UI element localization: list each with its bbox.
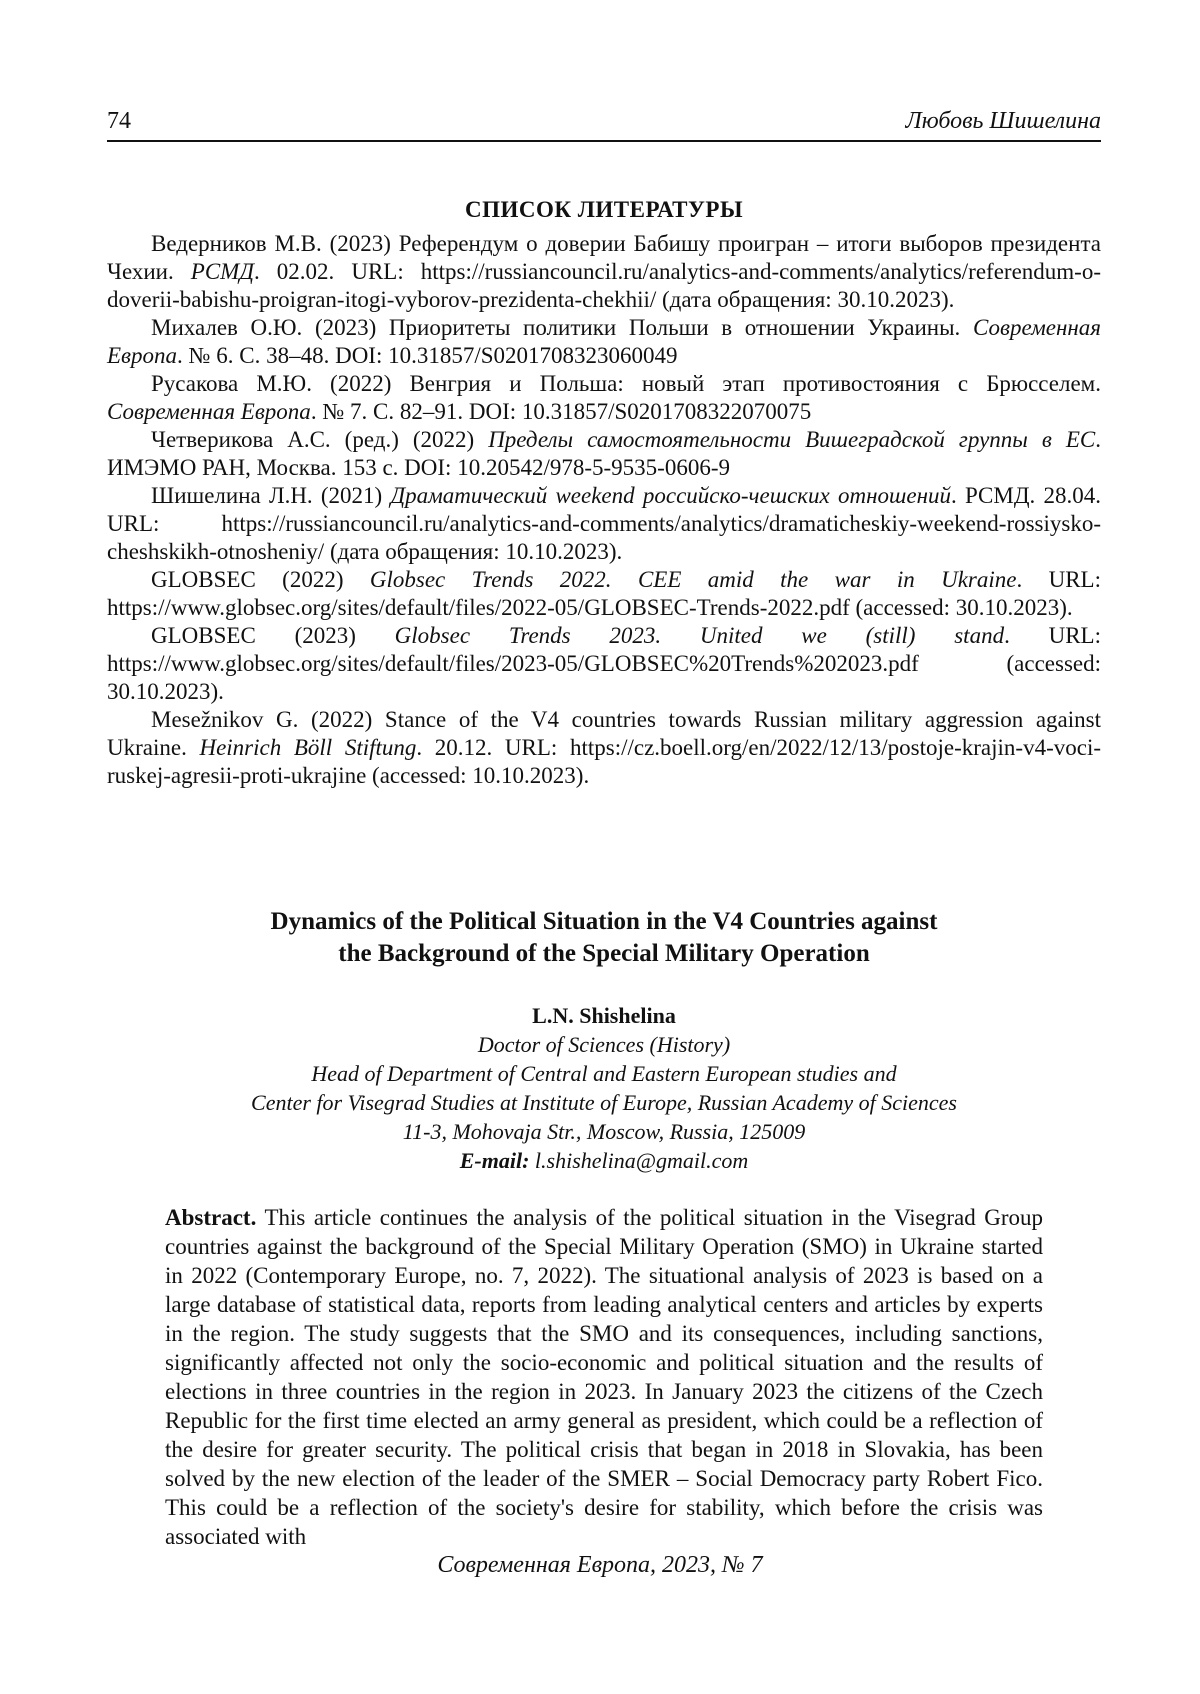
reference-details: . № 7. С. 82–91. DOI: 10.31857/S0201708322070075 (310, 399, 812, 424)
author-position: Head of Department of Central and Eastern European studies and (311, 1061, 897, 1086)
reference-text: GLOBSEC (2022) (151, 567, 370, 592)
reference-source: Пределы самостоятельности Вишеградской группы в ЕС (488, 427, 1096, 452)
abstract-label: Abstract. (165, 1205, 257, 1230)
page-footer-journal: Современная Европа, 2023, № 7 (437, 1552, 763, 1578)
reference-details: . URL: https://www.globsec.org/sites/default/files/2023-05/GLOBSEC%20Trends%202023.pdf (accessed: 30.10.2023). (107, 623, 1101, 704)
article-title-line: Dynamics of the Political Situation in the V4 Countries against (270, 908, 938, 935)
reference-source: Globsec Trends 2023. United we (still) stand (394, 623, 1005, 648)
reference-item (107, 426, 1101, 482)
header-divider (107, 140, 1101, 142)
reference-details: . 02.02. URL: https://russiancouncil.ru/analytics-and-comments/analytics/referendum-o-doverii-babishu-proigran-itogi-vyborov-prezidenta-chekhii/ (дата обращения: 30.10.2023). (107, 259, 1101, 312)
reference-item (107, 706, 1101, 790)
email-label: E-mail: (459, 1148, 530, 1173)
author-email-line (107, 1146, 1101, 1175)
reference-list-title: СПИСОК ЛИТЕРАТУРЫ (464, 197, 744, 222)
running-head-author: Любовь Шишелина (905, 108, 1101, 134)
author-institution: Center for Visegrad Studies at Institute of Europe, Russian Academy of Sciences (251, 1090, 957, 1115)
english-article-header (107, 906, 1101, 1175)
page-number: 74 (107, 108, 131, 134)
article-title-line: the Background of the Special Military Operation (338, 940, 870, 967)
reference-details: . № 6. С. 38–48. DOI: 10.31857/S0201708323060049 (177, 343, 678, 368)
reference-source: Globsec Trends 2022. CEE amid the war in Ukraine (369, 567, 1017, 592)
reference-list (107, 196, 1101, 790)
article-title (107, 906, 1101, 970)
reference-source: Драматический weekend российско-чешских отношений (390, 483, 951, 508)
reference-text: Mesežnikov G. (2022) Stance of the V4 countries towards Russian military aggression against Ukraine. (107, 707, 1101, 760)
reference-source: РСМД (190, 259, 254, 284)
reference-text: Шишелина Л.Н. (2021) (151, 483, 391, 508)
author-degree: Doctor of Sciences (History) (477, 1032, 731, 1057)
author-name: L.N. Shishelina (532, 1003, 676, 1028)
reference-source: Современная Европа (107, 315, 1101, 368)
email-link[interactable]: l.shishelina@gmail.com (534, 1148, 749, 1173)
reference-details: . URL: https://www.globsec.org/sites/default/files/2022-05/GLOBSEC-Trends-2022.pdf (accessed: 30.10.2023). (107, 567, 1101, 620)
reference-text: Русакова М.Ю. (2022) Венгрия и Польша: новый этап противостояния с Брюсселем. (151, 371, 1101, 396)
author-address: 11-3, Mohovaja Str., Moscow, Russia, 125009 (402, 1119, 806, 1144)
reference-item (107, 230, 1101, 314)
reference-item (107, 566, 1101, 622)
reference-details: . ИМЭМО РАН, Москва. 153 с. DOI: 10.20542/978-5-9535-0606-9 (107, 427, 1101, 480)
reference-item (107, 314, 1101, 370)
reference-details: . 20.12. URL: https://cz.boell.org/en/2022/12/13/postoje-krajin-v4-voci-ruskej-agresii-proti-ukrajine (accessed: 10.10.2023). (107, 735, 1101, 788)
abstract-text: This article continues the analysis of the political situation in the Visegrad Group countries against the background of the Special Military Operation (SMO) in Ukraine started in 2022 (Contemporary Europe, no. 7, 2022). The situational analysis of 2023 is based on a large database of statistical data, reports from leading analytical centers and articles by experts in the region. The study suggests that the SMO and its consequences, including sanctions, significantly affected not only the socio-economic and political situation and the results of elections in three countries in the region in 2023. In January 2023 the citizens of the Czech Republic for the first time elected an army general as president, which could be a reflection of the desire for greater security. The political crisis that began in 2018 in Slovakia, has been solved by the new election of the leader of the SMER – Social Democracy party Robert Fico. This could be a reflection of the society's desire for stability, which before the crisis was associated with (165, 1205, 1043, 1549)
abstract (165, 1203, 1043, 1551)
reference-text: GLOBSEC (2023) (151, 623, 395, 648)
reference-source: Heinrich Böll Stiftung (199, 735, 417, 760)
reference-details: . РСМД. 28.04. URL: https://russiancouncil.ru/analytics-and-comments/analytics/dramaticheskiy-weekend-rossiysko-cheshskikh-otnosheniy/ (дата обращения: 10.10.2023). (107, 483, 1101, 564)
reference-source: Современная Европа (107, 399, 311, 424)
reference-text: Четверикова А.С. (ред.) (2022) (151, 427, 489, 452)
reference-text: Ведерников М.В. (2023) Референдум о доверии Бабишу проигран – итоги выборов президента Чехии. (107, 231, 1101, 284)
reference-text: Михалев О.Ю. (2023) Приоритеты политики Польши в отношении Украины. (151, 315, 973, 340)
page-header (107, 104, 1101, 140)
reference-item (107, 622, 1101, 706)
reference-item (107, 482, 1101, 566)
reference-item (107, 370, 1101, 426)
